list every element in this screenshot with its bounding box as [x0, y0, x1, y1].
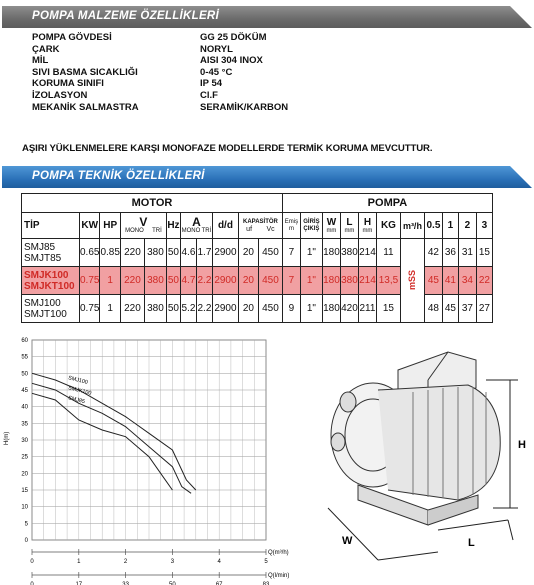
- cell-uf: 20: [238, 295, 258, 323]
- col-q2: 2: [458, 213, 476, 239]
- material-value: IP 54: [200, 78, 223, 90]
- tip-name: SMJK100: [24, 269, 69, 281]
- cell-dd: 2900: [212, 267, 238, 295]
- col-l: [340, 213, 358, 239]
- cell-l: 380: [340, 267, 358, 295]
- col-v-mono: MONO: [125, 228, 144, 234]
- material-value: Cl.F: [200, 89, 218, 101]
- material-value: GG 25 DÖKÜM: [200, 32, 267, 43]
- cell-emis: 9: [282, 295, 300, 323]
- cell-q1: 45: [442, 295, 458, 323]
- cell-w: 180: [322, 239, 340, 267]
- cell-h: 214: [358, 267, 376, 295]
- y-tick-label: 10: [21, 504, 28, 511]
- x-tick-label: 5: [264, 559, 268, 565]
- col-kap-vc: Vc: [266, 225, 275, 233]
- cell-vc: 450: [258, 267, 282, 295]
- cell-kw: 0.75: [80, 267, 100, 295]
- material-row: [32, 44, 288, 56]
- col-kap-label: KAPASİTÖR: [242, 218, 278, 225]
- y-tick-label: 60: [21, 338, 28, 344]
- x-tick-label: 3: [170, 559, 175, 565]
- material-key: ÇARK: [32, 43, 60, 55]
- pump-dimension-drawing: [318, 330, 532, 580]
- y-tick-label: 35: [21, 421, 28, 428]
- cell-dd: 2900: [212, 239, 238, 267]
- col-m3h: m³/h: [400, 213, 424, 239]
- material-key: SIVI BASMA SICAKLIĞI: [32, 66, 138, 78]
- curve-label: SMJK100: [67, 385, 92, 397]
- cell-l: 380: [340, 239, 358, 267]
- cell-emis: 7: [282, 267, 300, 295]
- col-a: [180, 213, 212, 239]
- cell-q05: 42: [424, 239, 442, 267]
- cell-kg: 13,5: [376, 267, 400, 295]
- x-axis-label: Q(m³/h): [268, 550, 289, 556]
- col-kg: KG: [376, 213, 400, 239]
- cell-q3: 15: [476, 239, 492, 267]
- col-h-label: H: [363, 216, 372, 228]
- mss-cell: [400, 239, 424, 323]
- col-tip: TİP: [22, 213, 80, 239]
- cell-am: 4.7: [180, 267, 196, 295]
- material-row: [32, 32, 288, 44]
- cell-vm: 220: [120, 239, 144, 267]
- w-dimension-label: W: [342, 535, 353, 547]
- tip-name-tri: SMJT100: [24, 308, 67, 320]
- x-tick-label: 2: [123, 559, 128, 565]
- material-row: [32, 67, 288, 79]
- cell-hp: 0.85: [100, 239, 120, 267]
- motor-group-header: MOTOR: [22, 194, 283, 213]
- motor-body: [378, 385, 500, 500]
- y-tick-label: 5: [24, 521, 28, 528]
- col-q3: 3: [476, 213, 492, 239]
- col-w-label: W: [326, 216, 337, 228]
- cell-vt: 380: [144, 239, 166, 267]
- curve-label: SMJ100: [67, 375, 89, 386]
- row-tip: [22, 295, 80, 323]
- x2-tick-label: 50: [169, 582, 176, 585]
- cell-q2: 37: [458, 295, 476, 323]
- x2-tick-label: 17: [75, 582, 83, 585]
- row-tip: [22, 239, 80, 267]
- col-a-tri: TRİ: [201, 228, 212, 234]
- material-key: MİL: [32, 55, 49, 67]
- col-q1: 1: [442, 213, 458, 239]
- y-tick-label: 45: [21, 388, 28, 394]
- material-row: [32, 78, 288, 90]
- cell-at: 1.7: [196, 239, 212, 267]
- y-tick-label: 40: [21, 404, 28, 411]
- cell-dd: 2900: [212, 295, 238, 323]
- cell-q3: 22: [476, 267, 492, 295]
- cell-at: 2.2: [196, 295, 212, 323]
- col-kapasitor: [238, 213, 282, 239]
- y-tick-label: 55: [21, 354, 28, 361]
- material-key: POMPA GÖVDESİ: [32, 32, 112, 43]
- cell-hp: 1: [100, 267, 120, 295]
- cell-h: 214: [358, 239, 376, 267]
- material-value: SERAMİK/KARBON: [200, 101, 289, 113]
- cell-giris: 1": [300, 295, 322, 323]
- col-giris-l1: GİRİŞ: [303, 218, 320, 225]
- x-tick-label: 1: [77, 559, 81, 565]
- y-tick-label: 15: [21, 488, 28, 494]
- cell-q2: 34: [458, 267, 476, 295]
- col-v: [120, 213, 166, 239]
- col-emis-l1: Emiş: [284, 218, 299, 225]
- col-a-label: A: [192, 215, 201, 229]
- tip-name: SMJ100: [24, 297, 61, 309]
- chart-grid: [32, 340, 266, 578]
- cell-uf: 20: [238, 239, 258, 267]
- tip-name-tri: SMJKT100: [24, 280, 75, 292]
- technical-header: [2, 166, 532, 188]
- h-dimension-label: H: [518, 439, 526, 451]
- y-tick-label: 25: [21, 454, 28, 461]
- thermal-protection-note: AŞIRI YÜKLENMELERE KARŞI MONOFAZE MODELLERDE TERMİK KORUMA MEVCUTTUR.: [22, 143, 433, 154]
- cell-giris: 1": [300, 239, 322, 267]
- cell-vt: 380: [144, 295, 166, 323]
- cell-vc: 450: [258, 295, 282, 323]
- pompa-group-header: POMPA: [282, 194, 492, 213]
- x2-tick-label: 83: [262, 582, 270, 585]
- y-axis-label: H(m): [4, 431, 10, 445]
- col-a-mono: MONO: [181, 228, 201, 234]
- cell-kw: 0.65: [80, 239, 100, 267]
- cell-vt: 380: [144, 267, 166, 295]
- cell-uf: 20: [238, 267, 258, 295]
- col-kap-uf: uf: [246, 225, 253, 233]
- cell-w: 180: [322, 295, 340, 323]
- technical-header-title: POMPA TEKNİK ÖZELLİKLERİ: [32, 170, 205, 182]
- outlet-port: [331, 433, 345, 451]
- cell-am: 5.2: [180, 295, 196, 323]
- col-l-label: L: [346, 216, 353, 228]
- cell-q1: 41: [442, 267, 458, 295]
- col-w: [322, 213, 340, 239]
- material-header: [2, 6, 532, 28]
- col-giris: [300, 213, 322, 239]
- cell-h: 211: [358, 295, 376, 323]
- mss-label: mSS: [407, 269, 418, 291]
- inlet-port: [340, 392, 356, 412]
- cell-at: 2.2: [196, 267, 212, 295]
- cell-kg: 15: [376, 295, 400, 323]
- cell-q05: 48: [424, 295, 442, 323]
- cell-q05: 45: [424, 267, 442, 295]
- y-tick-label: 0: [24, 538, 28, 544]
- curve-label: SMJ85: [67, 395, 86, 406]
- l-dimension-label: L: [468, 537, 475, 549]
- cell-giris: 1": [300, 267, 322, 295]
- cell-q3: 27: [476, 295, 492, 323]
- y-tick-label: 50: [21, 371, 28, 378]
- material-list: [32, 32, 288, 113]
- x-tick-labels: [30, 559, 268, 565]
- col-kw: KW: [80, 213, 100, 239]
- material-row: [32, 55, 288, 67]
- cell-q1: 36: [442, 239, 458, 267]
- col-emis-l2: m: [288, 225, 294, 232]
- tip-name: SMJ85: [24, 241, 56, 253]
- material-key: KORUMA SINIFI: [32, 78, 104, 90]
- x2-axis-label: Q(l/min): [268, 573, 290, 579]
- material-value: 0-45 °C: [200, 66, 233, 78]
- x2-tick-label: 33: [122, 582, 129, 585]
- col-v-label: V: [139, 215, 148, 229]
- cell-l: 420: [340, 295, 358, 323]
- cell-hz: 50: [166, 267, 180, 295]
- material-row: [32, 90, 288, 102]
- col-hz: Hz: [166, 213, 180, 239]
- cell-vc: 450: [258, 239, 282, 267]
- x2-tick-label: 0: [30, 582, 34, 585]
- col-giris-l2: ÇIKIŞ: [303, 225, 320, 232]
- y-tick-label: 20: [21, 471, 28, 478]
- material-row: [32, 102, 288, 114]
- table-row: [22, 239, 493, 267]
- cell-hp: 1: [100, 295, 120, 323]
- l-dimension-line: [438, 520, 513, 540]
- col-h-unit: mm: [362, 227, 373, 234]
- x-tick-label: 4: [217, 559, 221, 565]
- col-hp: HP: [100, 213, 120, 239]
- cell-hz: 50: [166, 295, 180, 323]
- material-key: MEKANİK SALMASTRA: [32, 101, 139, 113]
- material-value: AISI 304 INOX: [200, 55, 263, 67]
- cell-kg: 11: [376, 239, 400, 267]
- x-tick-label: 0: [30, 559, 34, 565]
- col-w-unit: mm: [326, 227, 337, 234]
- col-v-tri: TRİ: [152, 228, 162, 234]
- y-tick-labels: [21, 338, 28, 544]
- tip-name-tri: SMJT85: [24, 252, 62, 264]
- col-h: [358, 213, 376, 239]
- cell-w: 180: [322, 267, 340, 295]
- col-q05: 0.5: [424, 213, 442, 239]
- cell-hz: 50: [166, 239, 180, 267]
- cell-am: 4.6: [180, 239, 196, 267]
- cell-kw: 0.75: [80, 295, 100, 323]
- col-l-unit: mm: [344, 227, 355, 234]
- col-dd: d/d: [212, 213, 238, 239]
- cell-vm: 220: [120, 267, 144, 295]
- material-value: NORYL: [200, 43, 233, 55]
- material-key: İZOLASYON: [32, 89, 88, 101]
- col-emis: [282, 213, 300, 239]
- x2-tick-label: 67: [215, 582, 223, 585]
- spec-table: [21, 193, 493, 323]
- material-header-title: POMPA MALZEME ÖZELLİKLERİ: [32, 10, 220, 22]
- cell-q2: 31: [458, 239, 476, 267]
- y-tick-label: 30: [21, 438, 28, 444]
- cell-vm: 220: [120, 295, 144, 323]
- row-tip: [22, 267, 80, 295]
- cell-emis: 7: [282, 239, 300, 267]
- performance-curve-chart: [0, 330, 318, 585]
